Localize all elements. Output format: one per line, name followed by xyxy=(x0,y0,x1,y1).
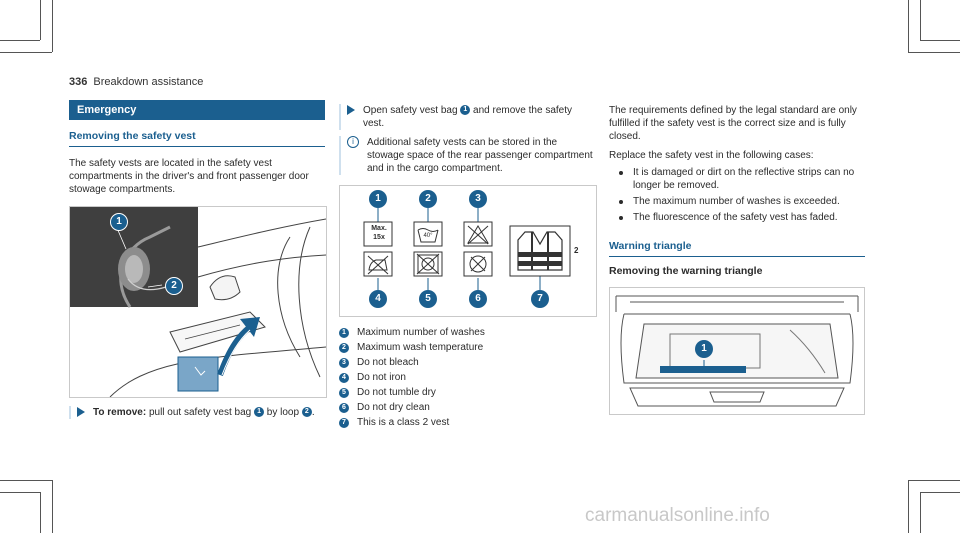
crop-mark xyxy=(0,52,52,53)
callout-badge-1: 1 xyxy=(695,340,713,358)
crop-mark xyxy=(920,492,960,493)
info-note xyxy=(339,136,595,175)
crop-mark xyxy=(920,40,960,41)
section-title: Breakdown assistance xyxy=(93,76,204,88)
watermark: carmanualsonline.info xyxy=(585,505,770,526)
column-middle xyxy=(339,100,595,430)
bullet-icon xyxy=(619,200,623,204)
legend-item xyxy=(339,355,595,370)
bullet-icon xyxy=(619,171,623,175)
vest-class-number: 2 xyxy=(574,246,579,255)
legend-text: Do not bleach xyxy=(357,357,419,368)
step-text: Open safety vest bag xyxy=(363,105,461,116)
list-item-text: The fluorescence of the safety vest has faded. xyxy=(633,212,838,223)
step-text: pull out safety vest bag xyxy=(146,407,255,418)
column-right xyxy=(609,100,865,415)
legend-text: Maximum number of washes xyxy=(357,327,485,338)
legend-badge: 5 xyxy=(339,388,349,398)
intro-paragraph: The safety vests are located in the safety vest compartments in the driver's and front passenger door stowage compartments. xyxy=(69,158,309,195)
step-arrow-icon xyxy=(77,407,85,417)
legend-text: This is a class 2 vest xyxy=(357,417,450,428)
door-compartment-drawing xyxy=(70,207,326,397)
subheading-warning-triangle: Warning triangle xyxy=(609,240,865,257)
inline-badge-2: 2 xyxy=(302,407,312,417)
legend-text: Maximum wash temperature xyxy=(357,342,484,353)
legend-text: Do not tumble dry xyxy=(357,387,436,398)
step-text: . xyxy=(311,407,315,418)
trunk-drawing xyxy=(610,288,864,414)
remove-step xyxy=(69,406,325,419)
info-note-text: Additional safety vests can be stored in the stowage space of the rear passenger compartment and in the cargo compartment. xyxy=(367,137,593,174)
subheading-removing-triangle: Removing the warning triangle xyxy=(609,265,763,277)
crop-mark xyxy=(40,0,41,40)
symbol-badge-4: 4 xyxy=(369,290,387,308)
legend-item xyxy=(339,400,595,415)
page-header xyxy=(69,76,203,88)
symbol-badge-6: 6 xyxy=(469,290,487,308)
legend-badge: 6 xyxy=(339,403,349,413)
open-step-text xyxy=(363,104,595,130)
legend-badge: 7 xyxy=(339,418,349,428)
step-label: To remove: xyxy=(93,407,147,418)
step-arrow-icon xyxy=(347,105,355,115)
crop-mark xyxy=(908,0,909,52)
legend-text: Do not dry clean xyxy=(357,402,430,413)
crop-mark xyxy=(52,0,53,52)
replace-cases-list xyxy=(609,166,865,224)
wash-temperature: 40° xyxy=(423,233,433,239)
list-item xyxy=(609,195,865,208)
inline-badge-1: 1 xyxy=(460,105,470,115)
info-icon: i xyxy=(347,136,359,148)
legend-item xyxy=(339,415,595,430)
inline-badge-1: 1 xyxy=(254,407,264,417)
list-item-text: The maximum number of washes is exceeded. xyxy=(633,196,840,207)
page-number: 336 xyxy=(69,76,88,88)
care-symbols-figure xyxy=(339,185,597,317)
callout-badge-1: 1 xyxy=(110,213,128,231)
symbol-badge-3: 3 xyxy=(469,190,487,208)
requirements-paragraph: The requirements defined by the legal standard are only fulfilled if the safety vest is the correct size and is fully closed. xyxy=(609,105,857,142)
bullet-icon xyxy=(619,216,623,220)
step-text: by loop xyxy=(264,407,302,418)
section-bar-emergency: Emergency xyxy=(69,100,325,120)
legend-text: Do not iron xyxy=(357,372,406,383)
open-step xyxy=(339,104,595,130)
step-text: and remove the safety vest. xyxy=(363,105,573,129)
list-item xyxy=(609,166,865,192)
legend-badge: 4 xyxy=(339,373,349,383)
list-item xyxy=(609,211,865,224)
legend-item xyxy=(339,385,595,400)
subheading-removing-vest: Removing the safety vest xyxy=(69,130,325,147)
crop-mark xyxy=(52,480,53,533)
callout-badge-2: 2 xyxy=(165,277,183,295)
crop-mark xyxy=(920,0,921,40)
legend-badge: 2 xyxy=(339,343,349,353)
care-legend-list xyxy=(339,325,595,430)
column-left xyxy=(69,100,325,419)
replace-paragraph: Replace the safety vest in the following cases: xyxy=(609,150,814,161)
symbol-badge-7: 7 xyxy=(531,290,549,308)
symbol-badge-1: 1 xyxy=(369,190,387,208)
legend-badge: 3 xyxy=(339,358,349,368)
max-count: 15x xyxy=(373,234,385,241)
crop-mark xyxy=(0,480,52,481)
remove-step-text xyxy=(93,406,315,419)
legend-item xyxy=(339,340,595,355)
crop-mark xyxy=(908,52,960,53)
list-item-text: It is damaged or dirt on the reflective strips can no longer be removed. xyxy=(633,167,855,191)
crop-mark xyxy=(40,492,41,533)
door-illustration xyxy=(69,206,327,398)
symbol-badge-2: 2 xyxy=(419,190,437,208)
trunk-illustration xyxy=(609,287,865,415)
crop-mark xyxy=(0,492,40,493)
crop-mark xyxy=(908,480,960,481)
crop-mark xyxy=(920,492,921,533)
legend-item xyxy=(339,325,595,340)
max-label: Max. xyxy=(371,225,387,232)
legend-item xyxy=(339,370,595,385)
symbol-badge-5: 5 xyxy=(419,290,437,308)
crop-mark xyxy=(0,40,40,41)
legend-badge: 1 xyxy=(339,328,349,338)
crop-mark xyxy=(908,480,909,533)
